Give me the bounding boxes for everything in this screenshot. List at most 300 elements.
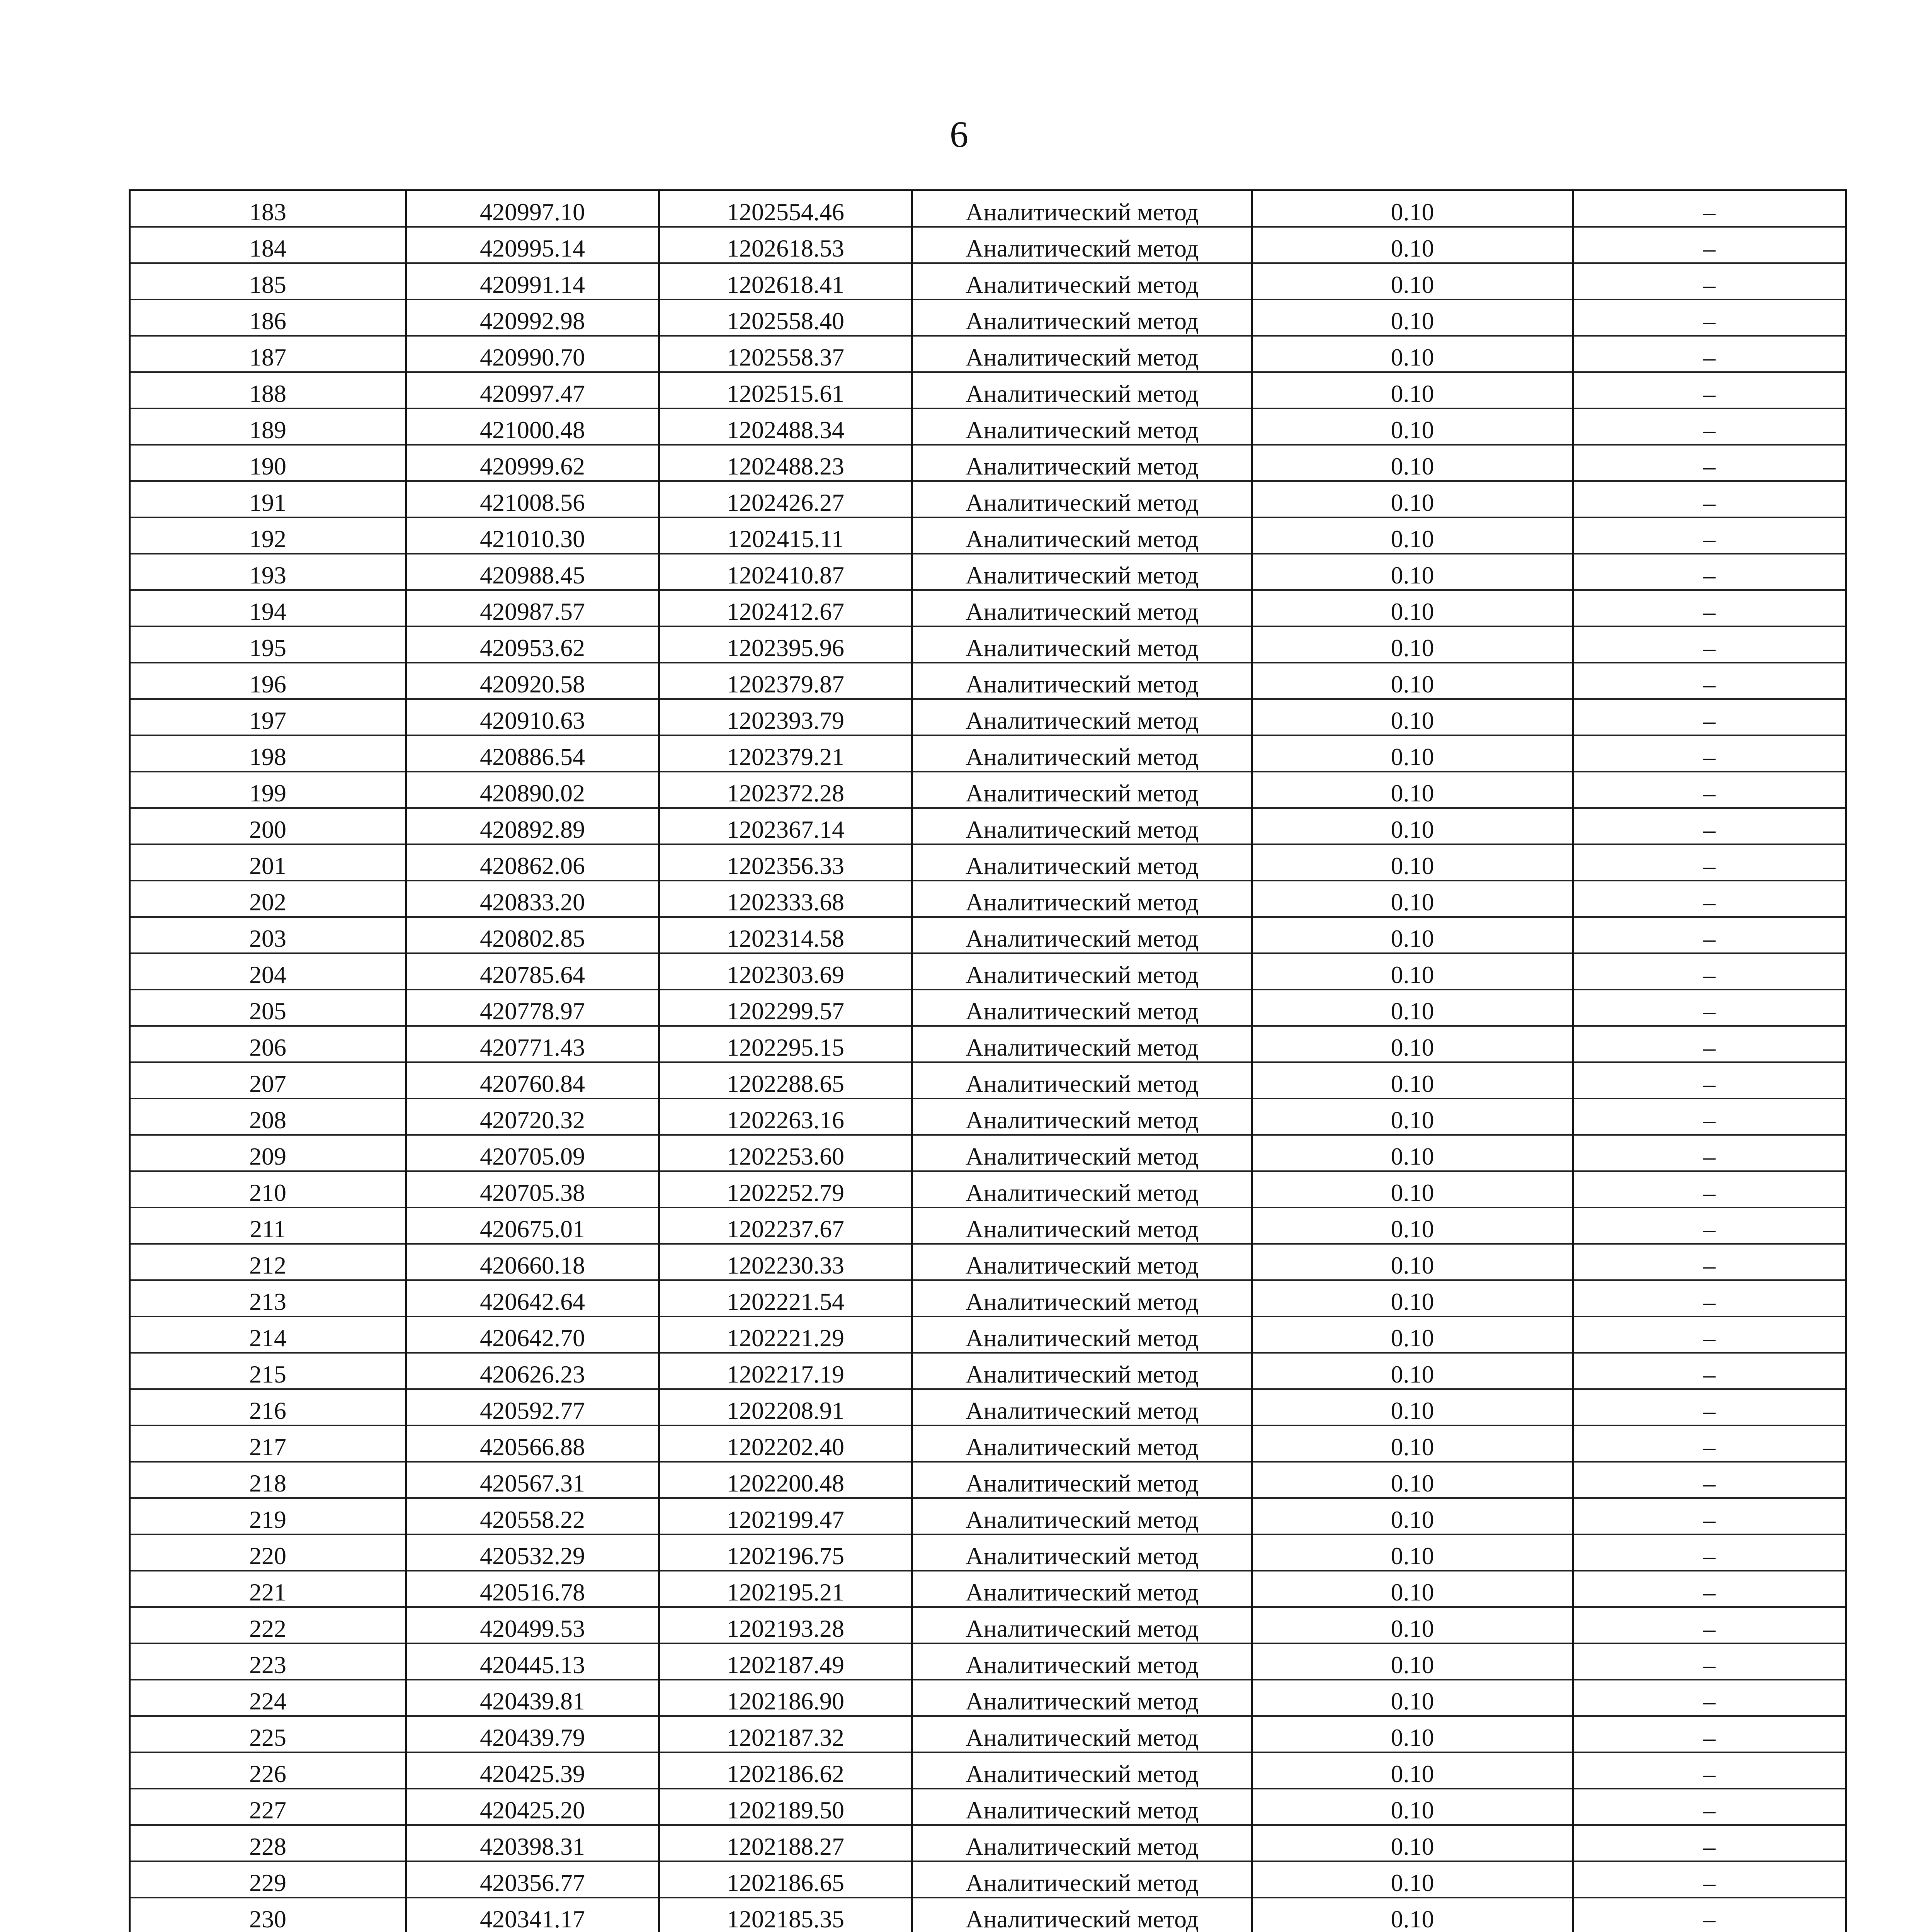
description-cell: – xyxy=(1573,953,1846,990)
description-cell: – xyxy=(1573,1716,1846,1752)
y-coordinate-cell: 1202196.75 xyxy=(659,1534,912,1571)
y-coordinate-cell: 1202303.69 xyxy=(659,953,912,990)
method-cell: Аналитический метод xyxy=(912,1680,1252,1716)
description-cell: – xyxy=(1573,1244,1846,1280)
description-cell: – xyxy=(1573,1099,1846,1135)
point-number-cell: 218 xyxy=(130,1462,406,1498)
accuracy-cell: 0.10 xyxy=(1252,772,1573,808)
y-coordinate-cell: 1202185.35 xyxy=(659,1898,912,1932)
method-cell: Аналитический метод xyxy=(912,1425,1252,1462)
method-cell: Аналитический метод xyxy=(912,517,1252,554)
point-number-cell: 221 xyxy=(130,1571,406,1607)
point-number-cell: 214 xyxy=(130,1316,406,1353)
y-coordinate-cell: 1202252.79 xyxy=(659,1171,912,1208)
point-number-cell: 197 xyxy=(130,699,406,735)
description-cell: – xyxy=(1573,227,1846,263)
accuracy-cell: 0.10 xyxy=(1252,626,1573,663)
y-coordinate-cell: 1202554.46 xyxy=(659,190,912,227)
table-row xyxy=(130,663,1846,699)
accuracy-cell: 0.10 xyxy=(1252,1680,1573,1716)
description-cell: – xyxy=(1573,1752,1846,1789)
method-cell: Аналитический метод xyxy=(912,1462,1252,1498)
x-coordinate-cell: 420760.84 xyxy=(406,1062,659,1099)
description-cell: – xyxy=(1573,481,1846,517)
x-coordinate-cell: 421000.48 xyxy=(406,408,659,445)
method-cell: Аналитический метод xyxy=(912,1571,1252,1607)
accuracy-cell: 0.10 xyxy=(1252,590,1573,626)
point-number-cell: 209 xyxy=(130,1135,406,1171)
accuracy-cell: 0.10 xyxy=(1252,517,1573,554)
x-coordinate-cell: 420516.78 xyxy=(406,1571,659,1607)
method-cell: Аналитический метод xyxy=(912,1861,1252,1898)
point-number-cell: 225 xyxy=(130,1716,406,1752)
description-cell: – xyxy=(1573,844,1846,881)
description-cell: – xyxy=(1573,1680,1846,1716)
method-cell: Аналитический метод xyxy=(912,408,1252,445)
accuracy-cell: 0.10 xyxy=(1252,336,1573,372)
y-coordinate-cell: 1202195.21 xyxy=(659,1571,912,1607)
y-coordinate-cell: 1202618.53 xyxy=(659,227,912,263)
method-cell: Аналитический метод xyxy=(912,881,1252,917)
table-row xyxy=(130,1716,1846,1752)
table-row xyxy=(130,699,1846,735)
point-number-cell: 198 xyxy=(130,735,406,772)
accuracy-cell: 0.10 xyxy=(1252,190,1573,227)
point-number-cell: 212 xyxy=(130,1244,406,1280)
y-coordinate-cell: 1202200.48 xyxy=(659,1462,912,1498)
y-coordinate-cell: 1202372.28 xyxy=(659,772,912,808)
method-cell: Аналитический метод xyxy=(912,1607,1252,1643)
x-coordinate-cell: 420398.31 xyxy=(406,1825,659,1861)
y-coordinate-cell: 1202393.79 xyxy=(659,699,912,735)
description-cell: – xyxy=(1573,1425,1846,1462)
accuracy-cell: 0.10 xyxy=(1252,1498,1573,1534)
method-cell: Аналитический метод xyxy=(912,1534,1252,1571)
table-row xyxy=(130,1425,1846,1462)
method-cell: Аналитический метод xyxy=(912,227,1252,263)
table-row xyxy=(130,554,1846,590)
method-cell: Аналитический метод xyxy=(912,1135,1252,1171)
table-row xyxy=(130,953,1846,990)
accuracy-cell: 0.10 xyxy=(1252,1607,1573,1643)
description-cell: – xyxy=(1573,917,1846,953)
table-row xyxy=(130,1571,1846,1607)
accuracy-cell: 0.10 xyxy=(1252,990,1573,1026)
description-cell: – xyxy=(1573,1534,1846,1571)
table-row xyxy=(130,263,1846,299)
description-cell: – xyxy=(1573,263,1846,299)
table-row xyxy=(130,408,1846,445)
point-number-cell: 203 xyxy=(130,917,406,953)
y-coordinate-cell: 1202410.87 xyxy=(659,554,912,590)
method-cell: Аналитический метод xyxy=(912,1498,1252,1534)
method-cell: Аналитический метод xyxy=(912,735,1252,772)
table-row xyxy=(130,1752,1846,1789)
point-number-cell: 230 xyxy=(130,1898,406,1932)
method-cell: Аналитический метод xyxy=(912,1353,1252,1389)
description-cell: – xyxy=(1573,699,1846,735)
accuracy-cell: 0.10 xyxy=(1252,844,1573,881)
x-coordinate-cell: 420445.13 xyxy=(406,1643,659,1680)
y-coordinate-cell: 1202488.34 xyxy=(659,408,912,445)
x-coordinate-cell: 420992.98 xyxy=(406,299,659,336)
point-number-cell: 189 xyxy=(130,408,406,445)
y-coordinate-cell: 1202488.23 xyxy=(659,445,912,481)
x-coordinate-cell: 420425.20 xyxy=(406,1789,659,1825)
method-cell: Аналитический метод xyxy=(912,1280,1252,1316)
description-cell: – xyxy=(1573,590,1846,626)
point-number-cell: 213 xyxy=(130,1280,406,1316)
method-cell: Аналитический метод xyxy=(912,190,1252,227)
method-cell: Аналитический метод xyxy=(912,1789,1252,1825)
accuracy-cell: 0.10 xyxy=(1252,663,1573,699)
accuracy-cell: 0.10 xyxy=(1252,1026,1573,1062)
table-row xyxy=(130,299,1846,336)
x-coordinate-cell: 420642.70 xyxy=(406,1316,659,1353)
description-cell: – xyxy=(1573,626,1846,663)
y-coordinate-cell: 1202186.90 xyxy=(659,1680,912,1716)
y-coordinate-cell: 1202221.29 xyxy=(659,1316,912,1353)
x-coordinate-cell: 420862.06 xyxy=(406,844,659,881)
x-coordinate-cell: 420771.43 xyxy=(406,1026,659,1062)
x-coordinate-cell: 420991.14 xyxy=(406,263,659,299)
x-coordinate-cell: 420997.47 xyxy=(406,372,659,408)
accuracy-cell: 0.10 xyxy=(1252,1716,1573,1752)
y-coordinate-cell: 1202415.11 xyxy=(659,517,912,554)
description-cell: – xyxy=(1573,808,1846,844)
x-coordinate-cell: 421008.56 xyxy=(406,481,659,517)
y-coordinate-cell: 1202426.27 xyxy=(659,481,912,517)
point-number-cell: 206 xyxy=(130,1026,406,1062)
table-row xyxy=(130,1861,1846,1898)
description-cell: – xyxy=(1573,517,1846,554)
table-row xyxy=(130,1244,1846,1280)
x-coordinate-cell: 420999.62 xyxy=(406,445,659,481)
y-coordinate-cell: 1202412.67 xyxy=(659,590,912,626)
table-row xyxy=(130,517,1846,554)
point-number-cell: 226 xyxy=(130,1752,406,1789)
accuracy-cell: 0.10 xyxy=(1252,1280,1573,1316)
description-cell: – xyxy=(1573,1643,1846,1680)
y-coordinate-cell: 1202558.40 xyxy=(659,299,912,336)
description-cell: – xyxy=(1573,1062,1846,1099)
accuracy-cell: 0.10 xyxy=(1252,1135,1573,1171)
point-number-cell: 224 xyxy=(130,1680,406,1716)
description-cell: – xyxy=(1573,663,1846,699)
accuracy-cell: 0.10 xyxy=(1252,263,1573,299)
table-row xyxy=(130,1208,1846,1244)
table-row xyxy=(130,1898,1846,1932)
accuracy-cell: 0.10 xyxy=(1252,1643,1573,1680)
description-cell: – xyxy=(1573,735,1846,772)
x-coordinate-cell: 420833.20 xyxy=(406,881,659,917)
method-cell: Аналитический метод xyxy=(912,1752,1252,1789)
x-coordinate-cell: 420567.31 xyxy=(406,1462,659,1498)
x-coordinate-cell: 420910.63 xyxy=(406,699,659,735)
point-number-cell: 196 xyxy=(130,663,406,699)
method-cell: Аналитический метод xyxy=(912,626,1252,663)
method-cell: Аналитический метод xyxy=(912,1026,1252,1062)
accuracy-cell: 0.10 xyxy=(1252,1099,1573,1135)
method-cell: Аналитический метод xyxy=(912,590,1252,626)
x-coordinate-cell: 420705.09 xyxy=(406,1135,659,1171)
point-number-cell: 184 xyxy=(130,227,406,263)
table-row xyxy=(130,227,1846,263)
x-coordinate-cell: 420987.57 xyxy=(406,590,659,626)
point-number-cell: 215 xyxy=(130,1353,406,1389)
y-coordinate-cell: 1202253.60 xyxy=(659,1135,912,1171)
method-cell: Аналитический метод xyxy=(912,953,1252,990)
x-coordinate-cell: 420995.14 xyxy=(406,227,659,263)
y-coordinate-cell: 1202395.96 xyxy=(659,626,912,663)
accuracy-cell: 0.10 xyxy=(1252,1389,1573,1425)
method-cell: Аналитический метод xyxy=(912,663,1252,699)
accuracy-cell: 0.10 xyxy=(1252,1353,1573,1389)
method-cell: Аналитический метод xyxy=(912,1643,1252,1680)
accuracy-cell: 0.10 xyxy=(1252,1171,1573,1208)
y-coordinate-cell: 1202618.41 xyxy=(659,263,912,299)
y-coordinate-cell: 1202333.68 xyxy=(659,881,912,917)
table-row xyxy=(130,445,1846,481)
table-row xyxy=(130,590,1846,626)
x-coordinate-cell: 420997.10 xyxy=(406,190,659,227)
method-cell: Аналитический метод xyxy=(912,1171,1252,1208)
point-number-cell: 217 xyxy=(130,1425,406,1462)
table-row xyxy=(130,1316,1846,1353)
table-row xyxy=(130,336,1846,372)
y-coordinate-cell: 1202299.57 xyxy=(659,990,912,1026)
accuracy-cell: 0.10 xyxy=(1252,299,1573,336)
x-coordinate-cell: 420626.23 xyxy=(406,1353,659,1389)
accuracy-cell: 0.10 xyxy=(1252,735,1573,772)
x-coordinate-cell: 420886.54 xyxy=(406,735,659,772)
table-row xyxy=(130,1280,1846,1316)
table-row xyxy=(130,1789,1846,1825)
y-coordinate-cell: 1202193.28 xyxy=(659,1607,912,1643)
point-number-cell: 183 xyxy=(130,190,406,227)
y-coordinate-cell: 1202221.54 xyxy=(659,1280,912,1316)
accuracy-cell: 0.10 xyxy=(1252,1571,1573,1607)
method-cell: Аналитический метод xyxy=(912,990,1252,1026)
point-number-cell: 191 xyxy=(130,481,406,517)
x-coordinate-cell: 420802.85 xyxy=(406,917,659,953)
description-cell: – xyxy=(1573,1389,1846,1425)
x-coordinate-cell: 420532.29 xyxy=(406,1534,659,1571)
table-row xyxy=(130,1534,1846,1571)
description-cell: – xyxy=(1573,1462,1846,1498)
accuracy-cell: 0.10 xyxy=(1252,445,1573,481)
coordinates-table xyxy=(129,189,1847,1932)
method-cell: Аналитический метод xyxy=(912,1316,1252,1353)
table-row xyxy=(130,990,1846,1026)
method-cell: Аналитический метод xyxy=(912,1244,1252,1280)
point-number-cell: 187 xyxy=(130,336,406,372)
y-coordinate-cell: 1202186.65 xyxy=(659,1861,912,1898)
description-cell: – xyxy=(1573,990,1846,1026)
table-row xyxy=(130,626,1846,663)
description-cell: – xyxy=(1573,1026,1846,1062)
description-cell: – xyxy=(1573,408,1846,445)
point-number-cell: 211 xyxy=(130,1208,406,1244)
y-coordinate-cell: 1202379.87 xyxy=(659,663,912,699)
table-row xyxy=(130,881,1846,917)
x-coordinate-cell: 420890.02 xyxy=(406,772,659,808)
x-coordinate-cell: 420592.77 xyxy=(406,1389,659,1425)
table-row xyxy=(130,772,1846,808)
x-coordinate-cell: 421010.30 xyxy=(406,517,659,554)
description-cell: – xyxy=(1573,1171,1846,1208)
point-number-cell: 208 xyxy=(130,1099,406,1135)
table-row xyxy=(130,1135,1846,1171)
table-row xyxy=(130,1643,1846,1680)
point-number-cell: 210 xyxy=(130,1171,406,1208)
y-coordinate-cell: 1202189.50 xyxy=(659,1789,912,1825)
method-cell: Аналитический метод xyxy=(912,1062,1252,1099)
point-number-cell: 219 xyxy=(130,1498,406,1534)
y-coordinate-cell: 1202558.37 xyxy=(659,336,912,372)
table-row xyxy=(130,1171,1846,1208)
method-cell: Аналитический метод xyxy=(912,1716,1252,1752)
x-coordinate-cell: 420499.53 xyxy=(406,1607,659,1643)
x-coordinate-cell: 420778.97 xyxy=(406,990,659,1026)
description-cell: – xyxy=(1573,881,1846,917)
point-number-cell: 220 xyxy=(130,1534,406,1571)
table-row xyxy=(130,1680,1846,1716)
x-coordinate-cell: 420439.81 xyxy=(406,1680,659,1716)
x-coordinate-cell: 420660.18 xyxy=(406,1244,659,1280)
page-number: 6 xyxy=(950,114,968,155)
accuracy-cell: 0.10 xyxy=(1252,1752,1573,1789)
table-row xyxy=(130,1462,1846,1498)
description-cell: – xyxy=(1573,1571,1846,1607)
accuracy-cell: 0.10 xyxy=(1252,554,1573,590)
table-row xyxy=(130,1099,1846,1135)
accuracy-cell: 0.10 xyxy=(1252,953,1573,990)
description-cell: – xyxy=(1573,190,1846,227)
coordinates-table-body xyxy=(130,190,1846,1932)
y-coordinate-cell: 1202187.49 xyxy=(659,1643,912,1680)
method-cell: Аналитический метод xyxy=(912,844,1252,881)
table-row xyxy=(130,1607,1846,1643)
accuracy-cell: 0.10 xyxy=(1252,1062,1573,1099)
point-number-cell: 223 xyxy=(130,1643,406,1680)
x-coordinate-cell: 420990.70 xyxy=(406,336,659,372)
description-cell: – xyxy=(1573,1825,1846,1861)
accuracy-cell: 0.10 xyxy=(1252,1208,1573,1244)
method-cell: Аналитический метод xyxy=(912,808,1252,844)
point-number-cell: 193 xyxy=(130,554,406,590)
point-number-cell: 194 xyxy=(130,590,406,626)
accuracy-cell: 0.10 xyxy=(1252,1244,1573,1280)
description-cell: – xyxy=(1573,1316,1846,1353)
description-cell: – xyxy=(1573,1607,1846,1643)
table-row xyxy=(130,1498,1846,1534)
method-cell: Аналитический метод xyxy=(912,299,1252,336)
y-coordinate-cell: 1202186.62 xyxy=(659,1752,912,1789)
description-cell: – xyxy=(1573,299,1846,336)
table-row xyxy=(130,372,1846,408)
y-coordinate-cell: 1202217.19 xyxy=(659,1353,912,1389)
accuracy-cell: 0.10 xyxy=(1252,1462,1573,1498)
description-cell: – xyxy=(1573,1353,1846,1389)
description-cell: – xyxy=(1573,1789,1846,1825)
table-row xyxy=(130,1062,1846,1099)
point-number-cell: 192 xyxy=(130,517,406,554)
x-coordinate-cell: 420642.64 xyxy=(406,1280,659,1316)
method-cell: Аналитический метод xyxy=(912,445,1252,481)
accuracy-cell: 0.10 xyxy=(1252,1534,1573,1571)
x-coordinate-cell: 420439.79 xyxy=(406,1716,659,1752)
description-cell: – xyxy=(1573,1861,1846,1898)
table-row xyxy=(130,190,1846,227)
method-cell: Аналитический метод xyxy=(912,1825,1252,1861)
description-cell: – xyxy=(1573,1208,1846,1244)
method-cell: Аналитический метод xyxy=(912,699,1252,735)
accuracy-cell: 0.10 xyxy=(1252,1316,1573,1353)
y-coordinate-cell: 1202367.14 xyxy=(659,808,912,844)
point-number-cell: 216 xyxy=(130,1389,406,1425)
accuracy-cell: 0.10 xyxy=(1252,1861,1573,1898)
x-coordinate-cell: 420566.88 xyxy=(406,1425,659,1462)
method-cell: Аналитический метод xyxy=(912,372,1252,408)
description-cell: – xyxy=(1573,1498,1846,1534)
point-number-cell: 207 xyxy=(130,1062,406,1099)
x-coordinate-cell: 420356.77 xyxy=(406,1861,659,1898)
x-coordinate-cell: 420988.45 xyxy=(406,554,659,590)
point-number-cell: 200 xyxy=(130,808,406,844)
description-cell: – xyxy=(1573,554,1846,590)
table-row xyxy=(130,481,1846,517)
accuracy-cell: 0.10 xyxy=(1252,1789,1573,1825)
description-cell: – xyxy=(1573,372,1846,408)
accuracy-cell: 0.10 xyxy=(1252,481,1573,517)
description-cell: – xyxy=(1573,336,1846,372)
point-number-cell: 222 xyxy=(130,1607,406,1643)
method-cell: Аналитический метод xyxy=(912,481,1252,517)
method-cell: Аналитический метод xyxy=(912,1898,1252,1932)
x-coordinate-cell: 420675.01 xyxy=(406,1208,659,1244)
point-number-cell: 195 xyxy=(130,626,406,663)
method-cell: Аналитический метод xyxy=(912,917,1252,953)
point-number-cell: 228 xyxy=(130,1825,406,1861)
table-row xyxy=(130,1825,1846,1861)
accuracy-cell: 0.10 xyxy=(1252,808,1573,844)
x-coordinate-cell: 420341.17 xyxy=(406,1898,659,1932)
point-number-cell: 201 xyxy=(130,844,406,881)
table-row xyxy=(130,808,1846,844)
point-number-cell: 202 xyxy=(130,881,406,917)
point-number-cell: 186 xyxy=(130,299,406,336)
y-coordinate-cell: 1202314.58 xyxy=(659,917,912,953)
y-coordinate-cell: 1202263.16 xyxy=(659,1099,912,1135)
description-cell: – xyxy=(1573,1135,1846,1171)
description-cell: – xyxy=(1573,772,1846,808)
x-coordinate-cell: 420720.32 xyxy=(406,1099,659,1135)
point-number-cell: 190 xyxy=(130,445,406,481)
table-row xyxy=(130,1353,1846,1389)
table-row xyxy=(130,735,1846,772)
y-coordinate-cell: 1202288.65 xyxy=(659,1062,912,1099)
y-coordinate-cell: 1202202.40 xyxy=(659,1425,912,1462)
y-coordinate-cell: 1202295.15 xyxy=(659,1026,912,1062)
method-cell: Аналитический метод xyxy=(912,772,1252,808)
y-coordinate-cell: 1202230.33 xyxy=(659,1244,912,1280)
description-cell: – xyxy=(1573,1280,1846,1316)
y-coordinate-cell: 1202515.61 xyxy=(659,372,912,408)
x-coordinate-cell: 420953.62 xyxy=(406,626,659,663)
y-coordinate-cell: 1202356.33 xyxy=(659,844,912,881)
accuracy-cell: 0.10 xyxy=(1252,699,1573,735)
